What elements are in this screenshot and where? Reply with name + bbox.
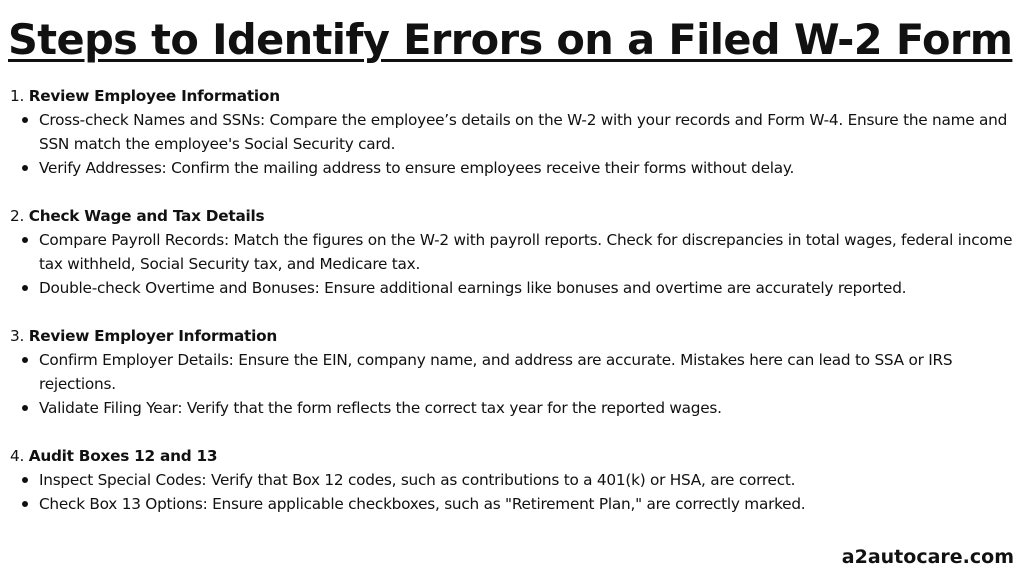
list-item-text: Double-check Overtime and Bonuses: Ensure additional earnings like bonuses and overtime are accurately reported. xyxy=(39,279,907,297)
bullet-dot xyxy=(22,165,28,171)
list-item xyxy=(10,396,1020,420)
list-item xyxy=(10,492,1020,516)
list-item-text: Verify Addresses: Confirm the mailing address to ensure employees receive their forms without delay. xyxy=(39,159,795,177)
section-heading xyxy=(10,204,1020,228)
section-number: 3. xyxy=(10,327,25,345)
section-number: 2. xyxy=(10,207,25,225)
section-title: Review Employee Information xyxy=(28,87,280,105)
list-item xyxy=(10,468,1020,492)
section-wage-tax-details xyxy=(10,204,1020,300)
section-number: 4. xyxy=(10,447,25,465)
list-item xyxy=(10,156,1020,180)
bullet-list xyxy=(10,228,1020,300)
list-item xyxy=(10,108,1020,156)
list-item-text: Cross-check Names and SSNs: Compare the employee’s details on the W-2 with your records and Form W-4. Ensure the name and SSN match the employee's Social Security card. xyxy=(39,111,1008,153)
section-title: Review Employer Information xyxy=(28,327,277,345)
bullet-dot xyxy=(22,117,28,123)
bullet-list xyxy=(10,468,1020,516)
list-item xyxy=(10,348,1020,396)
bullet-list xyxy=(10,348,1020,420)
section-employee-information xyxy=(10,84,1020,180)
brand-url: a2autocare.com xyxy=(841,546,1014,568)
list-item-text: Validate Filing Year: Verify that the form reflects the correct tax year for the reported wages. xyxy=(39,399,722,417)
section-employer-information xyxy=(10,324,1020,420)
list-item-text: Compare Payroll Records: Match the figures on the W-2 with payroll reports. Check for discrepancies in total wages, federal income tax withheld, Social Security tax, and Medicare tax. xyxy=(39,231,1013,273)
section-title: Audit Boxes 12 and 13 xyxy=(28,447,218,465)
list-item-text: Check Box 13 Options: Ensure applicable checkboxes, such as "Retirement Plan," are correctly marked. xyxy=(39,495,806,513)
bullet-list xyxy=(10,108,1020,180)
section-audit-boxes xyxy=(10,444,1020,516)
bullet-dot xyxy=(22,357,28,363)
list-item-text: Confirm Employer Details: Ensure the EIN, company name, and address are accurate. Mistakes here can lead to SSA or IRS rejections. xyxy=(39,351,953,393)
content xyxy=(10,84,1020,540)
section-heading xyxy=(10,84,1020,108)
list-item xyxy=(10,276,1020,300)
list-item xyxy=(10,228,1020,276)
bullet-dot xyxy=(22,285,28,291)
section-number: 1. xyxy=(10,87,25,105)
bullet-dot xyxy=(22,405,28,411)
list-item-text: Inspect Special Codes: Verify that Box 12 codes, such as contributions to a 401(k) or HSA, are correct. xyxy=(39,471,796,489)
bullet-dot xyxy=(22,477,28,483)
bullet-dot xyxy=(22,237,28,243)
bullet-dot xyxy=(22,501,28,507)
page-title: Steps to Identify Errors on a Filed W-2 Form xyxy=(8,15,1013,64)
section-heading xyxy=(10,324,1020,348)
section-heading xyxy=(10,444,1020,468)
section-title: Check Wage and Tax Details xyxy=(28,207,265,225)
